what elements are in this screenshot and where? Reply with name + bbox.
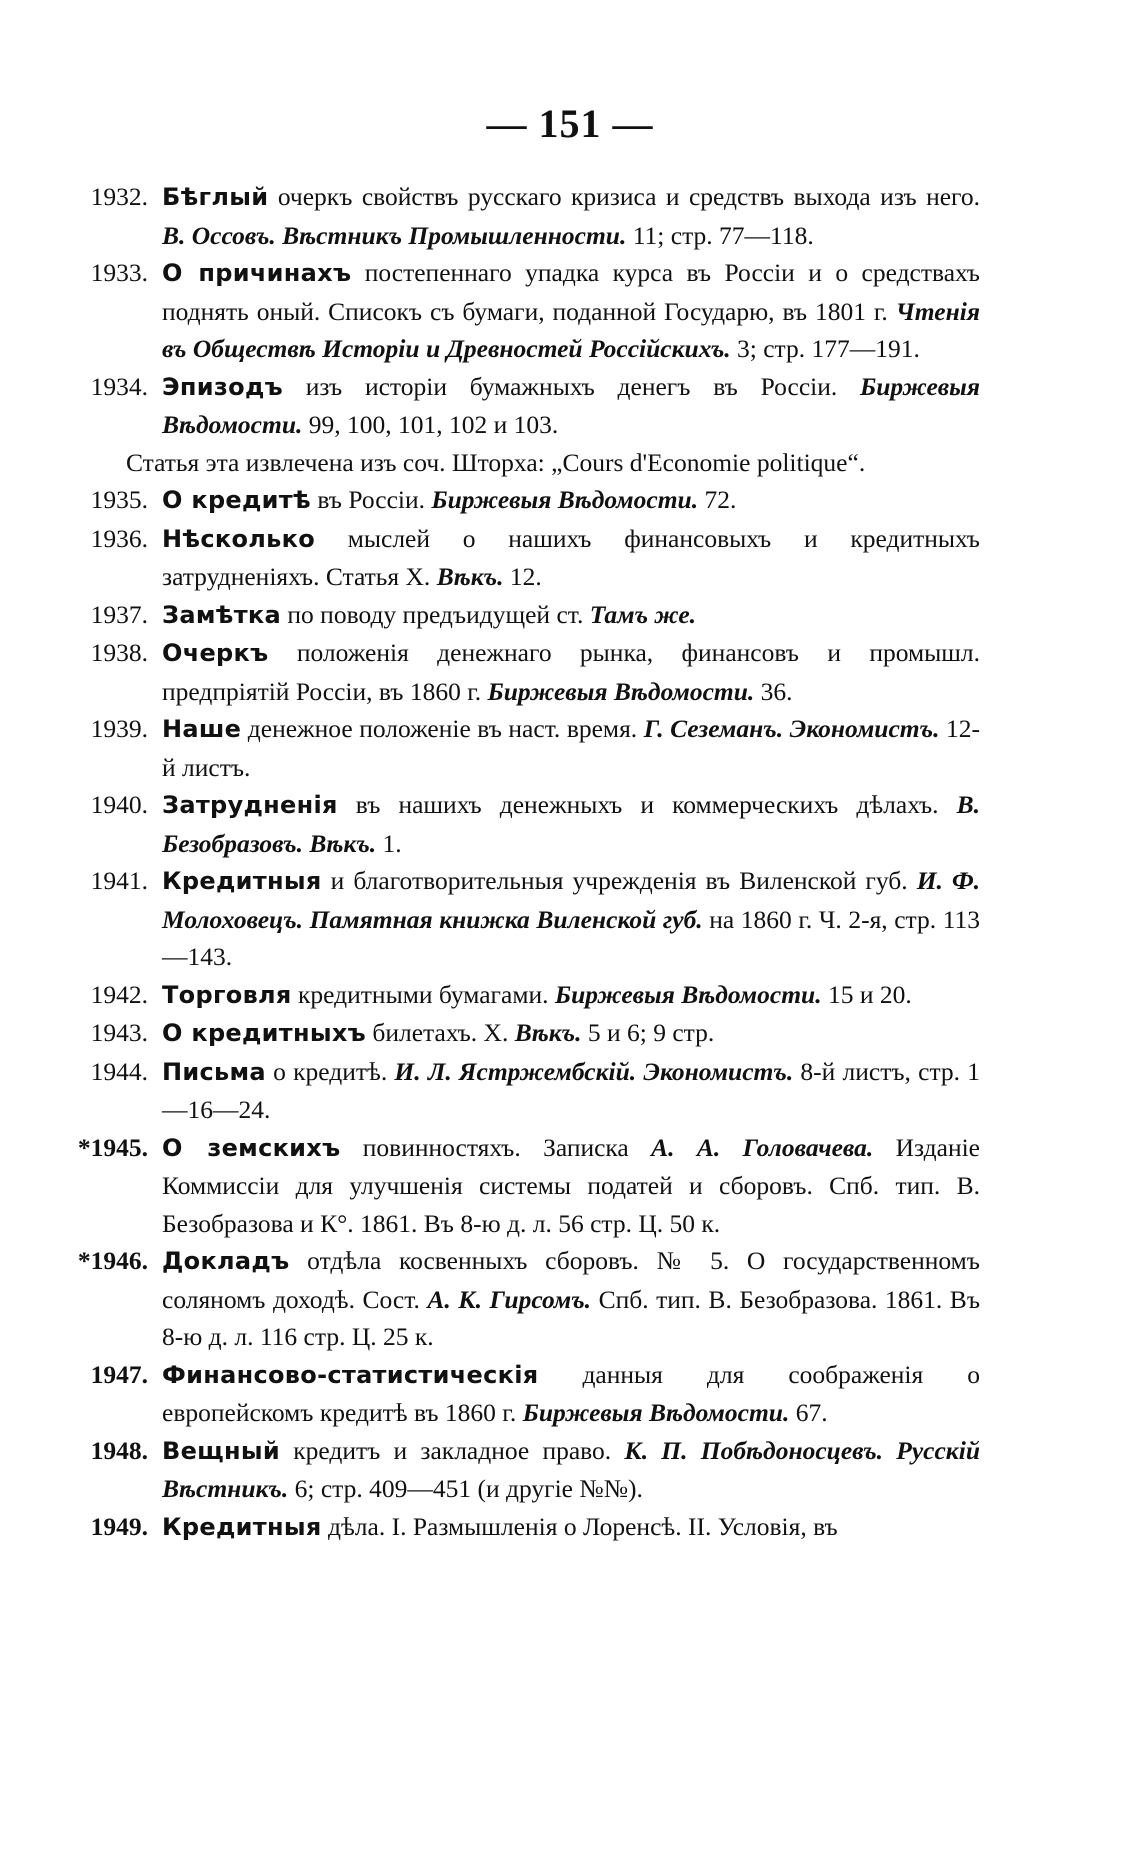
entry-heading: О кредитныхъ: [162, 1019, 367, 1047]
entry-details: 72.: [698, 485, 737, 514]
entry-heading: Финансово-статистическія: [162, 1360, 539, 1389]
bibliography-entry: [40, 976, 980, 1015]
bibliography-entry: [40, 1014, 980, 1053]
entry-number: 1935.: [90, 485, 148, 514]
entry-text: въ Россіи.: [310, 485, 432, 514]
entry-heading: Бѣглый: [162, 183, 269, 211]
entry-text: по поводу предъидущей ст.: [281, 599, 590, 629]
entry-details: 12-й листъ.: [162, 714, 980, 782]
entry-source: И. Л. Ястржембскій. Экономистъ.: [394, 1056, 794, 1086]
entry-source: Биржевыя Вѣдомости.: [554, 979, 822, 1009]
entry-text: мыслей о нашихъ финансовыхъ и кредитныхъ затрудненіяхъ. Статья X.: [162, 523, 980, 591]
bibliography-entry: [40, 1432, 980, 1508]
entry-text: очеркъ свойствъ русскаго кризиса и средствъ выхода изъ него.: [268, 182, 980, 211]
entry-details: Спб. тип. В. Безобразова. 1861. Въ 8-ю д. л. 116 стр. Ц. 25 к.: [162, 1284, 980, 1351]
entry-number: 1943.: [90, 1018, 148, 1047]
entry-source: И. Ф. Молоховецъ. Памятная книжка Виленской губ.: [162, 866, 981, 934]
bibliography-entry: [40, 1129, 980, 1243]
entry-number: 1938.: [90, 638, 148, 667]
entry-source: Вѣкъ.: [436, 562, 504, 591]
entry-heading: Письма: [162, 1057, 266, 1086]
entry-heading: О причинахъ: [162, 259, 352, 287]
entry-list: [40, 178, 980, 1546]
entry-text: изъ исторіи бумажныхъ денегъ въ Россіи.: [282, 371, 861, 401]
bibliography-entry: [40, 1242, 980, 1356]
entry-source: В. Безобразовъ. Вѣкъ.: [162, 790, 980, 858]
entry-source: Тамъ же.: [589, 599, 697, 629]
entry-details: 6; стр. 409—451 (и другіе №№).: [288, 1474, 643, 1503]
entry-heading: Торговля: [162, 980, 292, 1009]
bibliography-entry: [40, 1508, 980, 1547]
entry-text: въ нашихъ денежныхъ и коммерческихъ дѣлахъ.: [337, 790, 957, 819]
bibliography-entry: [40, 1053, 980, 1129]
entry-details: 15 и 20.: [821, 979, 912, 1009]
entry-details: 36.: [754, 676, 793, 706]
entry-text: о кредитѣ.: [265, 1056, 395, 1086]
entry-details: на 1860 г. Ч. 2-я, стр. 113—143.: [162, 904, 981, 971]
bibliography-entry: [40, 786, 980, 862]
entry-heading: Докладъ: [162, 1247, 290, 1275]
entry-source: В. Оссовъ. Вѣстникъ Промышленности.: [162, 220, 627, 250]
entry-heading: О земскихъ: [162, 1133, 341, 1162]
entry-details: 1.: [376, 828, 402, 858]
entry-text: дѣла. I. Размышленія о Лоренсѣ. II. Условія, въ: [321, 1511, 838, 1541]
entry-source: Биржевыя Вѣдомости.: [522, 1398, 790, 1427]
entry-source: К. П. Побѣдоносцевъ. Русскій Вѣстникъ.: [162, 1435, 980, 1503]
entry-source: Биржевыя Вѣдомости.: [487, 676, 755, 706]
entry-details: Изданіе Коммиссіи для улучшенія системы податей и сборовъ. Спб. тип. В. Безобразова и К°. 1861. Въ 8-ю д. л. 56 стр. Ц. 50 к.: [162, 1132, 980, 1238]
bibliography-entry: [40, 368, 980, 444]
entry-text: билетахъ. X.: [366, 1018, 515, 1047]
entry-heading: Наше: [162, 715, 242, 743]
entry-heading: О кредитѣ: [162, 486, 311, 514]
page-number: — 151 —: [486, 101, 654, 146]
entry-text: положенія денежнаго рынка, финансовъ и промышл. предпріятій Россіи, въ 1860 г.: [162, 638, 980, 706]
entry-number: 1944.: [90, 1056, 148, 1086]
entry-text: кредитными бумагами.: [291, 979, 555, 1009]
entry-number: *1945.: [77, 1132, 148, 1162]
entry-heading: Вещный: [162, 1436, 281, 1465]
bibliography-entry: [40, 710, 980, 786]
bibliography-entry: [40, 520, 980, 596]
entry-number: 1949.: [90, 1511, 148, 1541]
entry-heading: Кредитныя: [162, 867, 322, 895]
bibliography-entry: [40, 596, 980, 635]
bibliography-entry: [40, 634, 980, 710]
entry-text: постепеннаго упадка курса въ Россіи и о средствахъ поднять оный. Списокъ съ бумаги, поданной Государю, въ 1801 г.: [162, 258, 980, 326]
entry-heading: Замѣтка: [162, 600, 282, 629]
entry-text: и благотворительныя учрежденія въ Виленской губ.: [321, 866, 917, 895]
bibliography-entry: [40, 178, 980, 254]
entry-number: 1942.: [90, 979, 148, 1009]
entry-number: *1946.: [77, 1246, 148, 1275]
entry-heading: Затрудненія: [162, 791, 338, 819]
entry-text: повинностяхъ. Записка: [340, 1132, 652, 1162]
entry-details: 67.: [789, 1398, 828, 1427]
entry-source: А. К. Гирсомъ.: [427, 1284, 592, 1314]
entry-number: 1947.: [90, 1359, 148, 1389]
entry-heading: Нѣсколько: [162, 524, 315, 553]
entry-number: 1932.: [90, 182, 148, 211]
entry-details: 3; стр. 177—191.: [730, 334, 920, 363]
entry-details: 5 и 6; 9 стр.: [581, 1018, 715, 1047]
entry-number: 1934.: [90, 371, 148, 401]
entry-heading: Эпизодъ: [162, 372, 283, 401]
entry-text: данныя для соображенія о европейскомъ кредитѣ въ 1860 г.: [162, 1359, 980, 1427]
entry-number: 1941.: [90, 866, 148, 895]
entry-number: 1936.: [90, 523, 148, 553]
entry-heading: Очеркъ: [162, 639, 269, 667]
entry-source: А. А. Головачева.: [651, 1132, 874, 1162]
entry-text: отдѣла косвенныхъ сборовъ. № 5. О государственномъ соляномъ доходѣ. Сост.: [162, 1246, 980, 1314]
entry-number: 1937.: [90, 599, 148, 629]
bibliography-entry: [40, 481, 980, 520]
bibliography-entry: [40, 1356, 980, 1432]
entry-source: Биржевыя Вѣдомости.: [162, 371, 980, 439]
entry-details: 11; стр. 77—118.: [626, 220, 814, 250]
entry-number: 1933.: [90, 258, 148, 287]
entry-source: Г. Сеземанъ. Экономистъ.: [643, 714, 940, 743]
entry-source: Вѣкъ.: [514, 1018, 582, 1047]
entry-text: кредитъ и закладное право.: [280, 1435, 625, 1465]
entry-note: Статья эта извлечена изъ соч. Шторха: „Cours d'Economie politique“.: [126, 447, 866, 477]
bibliography-entry: [40, 254, 980, 368]
entry-number: 1948.: [90, 1435, 148, 1465]
bibliography-entry: [40, 862, 980, 976]
entry-heading: Кредитныя: [162, 1512, 322, 1541]
entry-details: 8-й листъ, стр. 1—16—24.: [162, 1056, 980, 1124]
entry-details: 12.: [503, 562, 542, 591]
entry-text: денежное положеніе въ наст. время.: [241, 714, 644, 743]
entry-source: Чтенія въ Обществѣ Исторіи и Древностей Россійскихъ.: [162, 296, 980, 363]
entry-number: 1939.: [90, 714, 148, 743]
entry-number: 1940.: [90, 790, 148, 819]
entry-details: 99, 100, 101, 102 и 103.: [302, 410, 559, 439]
entry-source: Биржевыя Вѣдомости.: [431, 485, 699, 514]
